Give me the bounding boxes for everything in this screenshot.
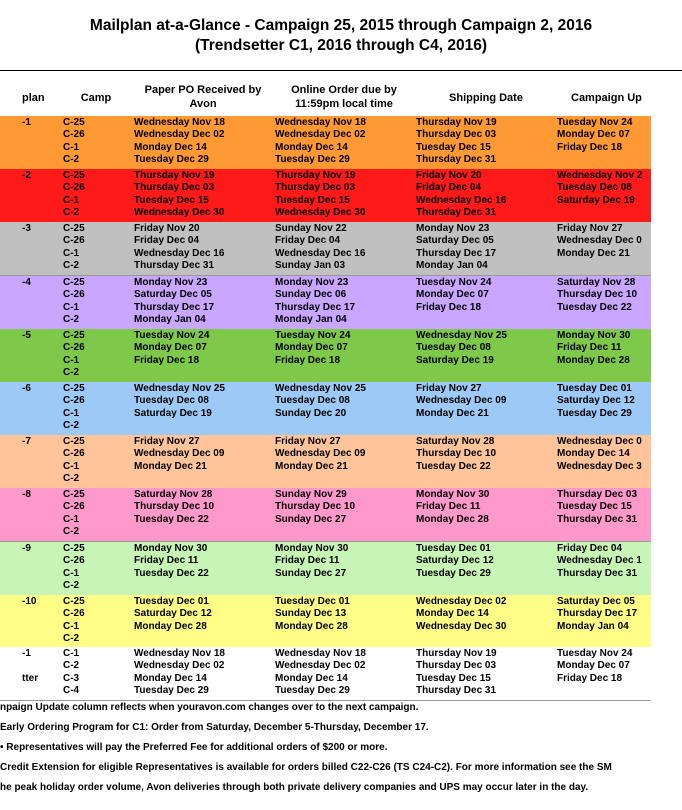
camp-cell: C-26 (63, 448, 85, 460)
camp-cell: C-25 (63, 489, 85, 500)
shipping-date-cell: Thursday Dec 17 (416, 247, 497, 259)
mailplan-label: -8 (22, 489, 31, 500)
footnote: Credit Extension for eligible Representatives is available for orders billed C22-C26 (TS C24-C2). For more information see the SM (0, 762, 612, 773)
paper-po-cell: Tuesday Dec 01 (134, 596, 209, 607)
camp-cell: C-25 (63, 330, 85, 341)
mailplan-label: -9 (22, 543, 31, 554)
paper-po-cell: Thursday Nov 19 (134, 170, 215, 181)
online-order-cell: Friday Dec 18 (275, 354, 341, 366)
mailplan-label: -10 (22, 596, 37, 607)
paper-po-cell: Monday Dec 21 (134, 460, 207, 472)
campaign-update-cell: Friday Dec 11 (557, 342, 622, 354)
paper-po-cell: Tuesday Nov 24 (134, 330, 210, 341)
paper-po-cell: Wednesday Nov 18 (134, 117, 225, 128)
camp-cell: C-26 (63, 342, 85, 354)
table-row (0, 448, 651, 460)
mailplan-group (0, 382, 651, 436)
online-order-cell: Wednesday Nov 18 (275, 648, 366, 659)
camp-cell: C-1 (63, 407, 80, 419)
paper-po-cell: Friday Dec 04 (134, 235, 200, 247)
paper-po-cell: Wednesday Dec 16 (134, 247, 225, 259)
online-order-cell: Monday Nov 30 (275, 543, 349, 554)
online-order-cell: Friday Nov 27 (275, 436, 341, 447)
table-row (0, 223, 651, 235)
online-order-cell: Monday Jan 04 (275, 314, 347, 326)
shipping-date-cell: Friday Dec 11 (416, 501, 481, 513)
campaign-update-cell: Thursday Dec 31 (557, 513, 638, 525)
campaign-update-cell: Tuesday Nov 24 (557, 117, 633, 128)
paper-po-cell: Monday Nov 23 (134, 277, 208, 288)
table-row (0, 330, 651, 342)
shipping-date-cell: Tuesday Dec 15 (416, 672, 491, 684)
camp-cell: C-25 (63, 596, 85, 607)
shipping-date-cell: Thursday Dec 03 (416, 660, 497, 672)
table-row (0, 154, 651, 166)
online-order-cell: Tuesday Nov 24 (275, 330, 351, 341)
online-order-cell: Sunday Dec 27 (275, 567, 347, 579)
shipping-date-cell: Friday Nov 27 (416, 383, 482, 394)
table-row (0, 277, 651, 289)
online-order-cell: Monday Dec 28 (275, 620, 348, 632)
header-online-order (275, 83, 413, 111)
shipping-date-cell: Thursday Nov 19 (416, 117, 497, 128)
camp-cell: C-2 (63, 207, 80, 219)
table-row (0, 568, 651, 580)
paper-po-cell: Friday Dec 18 (134, 354, 200, 366)
footnote: he peak holiday order volume, Avon deliveries through both private delivery companies and UPS may occur later in the day. (0, 782, 589, 793)
table-row (0, 195, 651, 207)
paper-po-cell: Monday Dec 14 (134, 141, 207, 153)
paper-po-cell: Thursday Dec 17 (134, 301, 215, 313)
header-paper-po-line2: Avon (189, 98, 217, 110)
header-online-line1: Online Order due by (291, 84, 397, 96)
online-order-cell: Tuesday Dec 01 (275, 596, 350, 607)
shipping-date-cell: Saturday Dec 19 (416, 354, 494, 366)
campaign-update-cell: Friday Dec 18 (557, 672, 623, 684)
paper-po-cell: Friday Dec 11 (134, 555, 199, 567)
paper-po-cell: Wednesday Dec 30 (134, 207, 225, 219)
table-row (0, 543, 651, 555)
online-order-cell: Tuesday Dec 15 (275, 194, 350, 206)
online-order-cell: Tuesday Dec 29 (275, 685, 350, 697)
paper-po-cell: Monday Dec 07 (134, 342, 207, 354)
shipping-date-cell: Monday Dec 28 (416, 513, 489, 525)
camp-cell: C-25 (63, 543, 85, 554)
campaign-update-cell: Tuesday Dec 22 (557, 301, 632, 313)
online-order-cell: Thursday Nov 19 (275, 170, 356, 181)
paper-po-cell: Thursday Dec 03 (134, 182, 215, 194)
table-row (0, 170, 651, 182)
table-row (0, 580, 651, 592)
online-order-cell: Sunday Nov 29 (275, 489, 347, 500)
campaign-update-cell: Saturday Dec 05 (557, 596, 635, 607)
camp-cell: C-2 (63, 367, 80, 379)
online-order-cell: Tuesday Dec 08 (275, 395, 350, 407)
paper-po-cell: Wednesday Dec 09 (134, 448, 225, 460)
table-row (0, 420, 651, 432)
shipping-date-cell: Wednesday Dec 30 (416, 620, 507, 632)
table-row (0, 260, 651, 272)
footnote: Early Ordering Program for C1: Order from Saturday, December 5-Thursday, December 17. (0, 722, 429, 733)
camp-cell: C-1 (63, 194, 80, 206)
table-row (0, 342, 651, 354)
table-row (0, 608, 651, 620)
shipping-date-cell: Monday Dec 21 (416, 407, 489, 419)
table-row (0, 648, 651, 660)
shipping-date-cell: Monday Nov 30 (416, 489, 490, 500)
paper-po-cell: Tuesday Dec 15 (134, 194, 209, 206)
mailplan-group (0, 435, 651, 489)
table-row (0, 408, 651, 420)
shipping-date-cell: Saturday Dec 05 (416, 235, 494, 247)
mailplan-group (0, 595, 651, 649)
campaign-update-cell: Thursday Dec 17 (557, 608, 638, 620)
online-order-cell: Monday Dec 14 (275, 141, 348, 153)
camp-cell: C-1 (63, 354, 80, 366)
shipping-date-cell: Thursday Dec 31 (416, 207, 497, 219)
shipping-date-cell: Wednesday Dec 09 (416, 395, 507, 407)
camp-cell: C-26 (63, 608, 85, 620)
page-subtitle: (Trendsetter C1, 2016 through C4, 2016) (194, 37, 487, 54)
shipping-date-cell: Thursday Dec 31 (416, 154, 497, 166)
campaign-update-cell: Wednesday Dec 1 (557, 555, 642, 567)
camp-cell: C-2 (63, 420, 80, 432)
header-paper-po-line1: Paper PO Received by (144, 84, 262, 96)
shipping-date-cell: Thursday Nov 19 (416, 648, 497, 659)
paper-po-cell: Thursday Dec 10 (134, 501, 215, 513)
shipping-date-cell: Wednesday Nov 25 (416, 330, 507, 341)
camp-cell: C-26 (63, 501, 85, 513)
campaign-update-cell: Friday Dec 18 (557, 141, 623, 153)
header-online-line2: 11:59pm local time (295, 98, 393, 110)
campaign-update-cell: Monday Nov 30 (557, 330, 631, 341)
campaign-update-cell: Tuesday Dec 01 (557, 383, 632, 394)
camp-cell: C-1 (63, 513, 80, 525)
mailplan-group (0, 222, 651, 276)
online-order-cell: Sunday Jan 03 (275, 260, 346, 272)
campaign-update-cell: Tuesday Dec 29 (557, 407, 632, 419)
campaign-update-cell: Monday Dec 07 (557, 660, 630, 672)
shipping-date-cell: Tuesday Dec 29 (416, 567, 491, 579)
camp-cell: C-2 (63, 260, 80, 272)
camp-cell: C-2 (63, 633, 80, 645)
paper-po-cell: Wednesday Dec 02 (134, 660, 225, 672)
footnote: npaign Update column reflects when youravon.com changes over to the next campaign. (0, 702, 419, 713)
table-row (0, 248, 651, 260)
campaign-update-cell: Monday Dec 07 (557, 129, 630, 141)
shipping-date-cell: Monday Dec 14 (416, 608, 489, 620)
paper-po-cell: Saturday Nov 28 (134, 489, 213, 500)
mailplan-label: -1 (22, 648, 31, 659)
campaign-update-cell: Monday Dec 21 (557, 247, 630, 259)
mailplan-group (0, 169, 651, 223)
header-camp: Camp (80, 92, 112, 104)
header-paper-po (134, 83, 272, 111)
table-row (0, 395, 651, 407)
table-row (0, 501, 651, 513)
online-order-cell: Sunday Dec 13 (275, 608, 347, 620)
table-row (0, 182, 651, 194)
online-order-cell: Wednesday Dec 02 (275, 660, 366, 672)
camp-cell: C-1 (63, 141, 80, 153)
shipping-date-cell: Wednesday Dec 16 (416, 194, 507, 206)
mailplan-label: -6 (22, 383, 31, 394)
paper-po-cell: Monday Nov 30 (134, 543, 208, 554)
campaign-update-cell: Friday Nov 27 (557, 223, 623, 234)
table-row (0, 129, 651, 141)
paper-po-cell: Tuesday Dec 22 (134, 567, 209, 579)
shipping-date-cell: Monday Dec 07 (416, 289, 489, 301)
camp-cell: C-26 (63, 555, 85, 567)
shipping-date-cell: Thursday Dec 31 (416, 685, 497, 697)
camp-cell: C-25 (63, 383, 85, 394)
table-row (0, 473, 651, 485)
paper-po-cell: Friday Nov 27 (134, 436, 200, 447)
online-order-cell: Wednesday Nov 18 (275, 117, 366, 128)
paper-po-cell: Wednesday Nov 25 (134, 383, 225, 394)
paper-po-cell: Monday Dec 28 (134, 620, 207, 632)
campaign-update-cell: Tuesday Dec 15 (557, 501, 632, 513)
online-order-cell: Wednesday Dec 16 (275, 247, 366, 259)
table-row (0, 117, 651, 129)
mailplan-label: -1 (22, 117, 31, 128)
campaign-update-cell: Wednesday Dec 0 (557, 235, 642, 247)
header-mailplan: plan (22, 92, 45, 104)
paper-po-cell: Wednesday Dec 02 (134, 129, 225, 141)
table-row (0, 207, 651, 219)
online-order-cell: Monday Dec 07 (275, 342, 348, 354)
paper-po-cell: Tuesday Dec 29 (134, 154, 209, 166)
table-row (0, 633, 651, 645)
online-order-cell: Monday Dec 21 (275, 460, 348, 472)
mailplan-group (0, 488, 651, 542)
shipping-date-cell: Saturday Dec 12 (416, 555, 494, 567)
table-row (0, 621, 651, 633)
table-row (0, 489, 651, 501)
campaign-update-cell: Wednesday Nov 2 (557, 170, 643, 181)
campaign-update-cell: Tuesday Dec 08 (557, 182, 632, 194)
paper-po-cell: Saturday Dec 12 (134, 608, 212, 620)
paper-po-cell: Monday Dec 14 (134, 672, 207, 684)
campaign-update-cell: Monday Dec 14 (557, 448, 630, 460)
paper-po-cell: Tuesday Dec 29 (134, 685, 209, 697)
online-order-cell: Thursday Dec 10 (275, 501, 356, 513)
camp-cell: C-1 (63, 301, 80, 313)
footnote: • Representatives will pay the Preferred Fee for additional orders of $200 or more. (0, 742, 388, 753)
online-order-cell: Wednesday Dec 02 (275, 129, 366, 141)
camp-cell: C-26 (63, 289, 85, 301)
paper-po-cell: Tuesday Dec 08 (134, 395, 209, 407)
mailplan-group (0, 542, 651, 596)
mailplan-label: tter (22, 672, 39, 684)
shipping-date-cell: Saturday Nov 28 (416, 436, 495, 447)
online-order-cell: Sunday Nov 22 (275, 223, 347, 234)
camp-cell: C-2 (63, 473, 80, 485)
camp-cell: C-25 (63, 277, 85, 288)
mailplan-group (0, 276, 651, 330)
camp-cell: C-25 (63, 117, 85, 128)
online-order-cell: Wednesday Dec 30 (275, 207, 366, 219)
mailplan-label: -5 (22, 330, 31, 341)
table-row (0, 235, 651, 247)
camp-cell: C-26 (63, 235, 85, 247)
camp-cell: C-1 (63, 247, 80, 259)
paper-po-cell: Friday Nov 20 (134, 223, 200, 234)
online-order-cell: Sunday Dec 27 (275, 513, 347, 525)
shipping-date-cell: Tuesday Dec 08 (416, 342, 491, 354)
camp-cell: C-1 (63, 648, 80, 659)
online-order-cell: Tuesday Dec 29 (275, 154, 350, 166)
shipping-date-cell: Monday Nov 23 (416, 223, 490, 234)
table-row (0, 660, 651, 672)
online-order-cell: Sunday Dec 06 (275, 289, 347, 301)
table-row (0, 355, 651, 367)
camp-cell: C-25 (63, 170, 85, 181)
camp-cell: C-25 (63, 436, 85, 447)
online-order-cell: Friday Dec 11 (275, 555, 340, 567)
table-row (0, 685, 651, 697)
camp-cell: C-2 (63, 154, 80, 166)
header-campaign-update: Campaign Up (571, 92, 642, 104)
shipping-date-cell: Monday Jan 04 (416, 260, 488, 272)
online-order-cell: Wednesday Dec 09 (275, 448, 366, 460)
table-row (0, 526, 651, 538)
mailplan-group (0, 329, 651, 383)
camp-cell: C-2 (63, 580, 80, 592)
camp-cell: C-1 (63, 620, 80, 632)
shipping-date-cell: Tuesday Dec 15 (416, 141, 491, 153)
camp-cell: C-25 (63, 223, 85, 234)
camp-cell: C-26 (63, 129, 85, 141)
table-row (0, 302, 651, 314)
mailplan-group (0, 647, 651, 701)
mailplan-label: -2 (22, 170, 31, 181)
online-order-cell: Thursday Dec 03 (275, 182, 356, 194)
online-order-cell: Friday Dec 04 (275, 235, 341, 247)
camp-cell: C-4 (63, 685, 80, 697)
camp-cell: C-2 (63, 526, 80, 538)
online-order-cell: Wednesday Nov 25 (275, 383, 366, 394)
table-row (0, 555, 651, 567)
shipping-date-cell: Tuesday Dec 22 (416, 460, 491, 472)
shipping-date-cell: Thursday Dec 03 (416, 129, 497, 141)
campaign-update-cell: Saturday Dec 12 (557, 395, 635, 407)
campaign-update-cell: Wednesday Dec 0 (557, 436, 642, 447)
campaign-update-cell: Friday Dec 04 (557, 543, 623, 554)
online-order-cell: Monday Dec 14 (275, 672, 348, 684)
camp-cell: C-1 (63, 460, 80, 472)
shipping-date-cell: Thursday Dec 10 (416, 448, 497, 460)
table-row (0, 383, 651, 395)
paper-po-cell: Wednesday Nov 18 (134, 648, 225, 659)
online-order-cell: Monday Nov 23 (275, 277, 349, 288)
shipping-date-cell: Wednesday Dec 02 (416, 596, 507, 607)
campaign-update-cell: Monday Jan 04 (557, 620, 629, 632)
campaign-update-cell: Monday Dec 28 (557, 354, 630, 366)
campaign-update-cell: Thursday Dec 10 (557, 289, 638, 301)
table-row (0, 673, 651, 685)
table-row (0, 596, 651, 608)
campaign-update-cell: Thursday Dec 03 (557, 489, 638, 500)
table-row (0, 142, 651, 154)
camp-cell: C-3 (63, 672, 80, 684)
shipping-date-cell: Friday Dec 04 (416, 182, 482, 194)
paper-po-cell: Thursday Dec 31 (134, 260, 215, 272)
campaign-update-cell: Tuesday Nov 24 (557, 648, 633, 659)
table-row (0, 289, 651, 301)
page-title: Mailplan at-a-Glance - Campaign 25, 2015 through Campaign 2, 2016 (89, 17, 593, 34)
shipping-date-cell: Tuesday Nov 24 (416, 277, 492, 288)
camp-cell: C-2 (63, 314, 80, 326)
paper-po-cell: Saturday Dec 05 (134, 289, 212, 301)
mailplan-label: -4 (22, 277, 31, 288)
paper-po-cell: Saturday Dec 19 (134, 407, 212, 419)
table-row (0, 461, 651, 473)
camp-cell: C-26 (63, 182, 85, 194)
mailplan-label: -3 (22, 223, 31, 234)
campaign-update-cell: Thursday Dec 31 (557, 567, 638, 579)
mailplan-group (0, 116, 651, 170)
camp-cell: C-1 (63, 567, 80, 579)
header-shipping-date: Shipping Date (449, 92, 523, 104)
paper-po-cell: Tuesday Dec 22 (134, 513, 209, 525)
table-row (0, 436, 651, 448)
mailplan-label: -7 (22, 436, 31, 447)
shipping-date-cell: Tuesday Dec 01 (416, 543, 491, 554)
shipping-date-cell: Friday Nov 20 (416, 170, 482, 181)
camp-cell: C-26 (63, 395, 85, 407)
shipping-date-cell: Friday Dec 18 (416, 301, 482, 313)
table-row (0, 367, 651, 379)
table-row (0, 514, 651, 526)
campaign-update-cell: Wednesday Dec 3 (557, 460, 642, 472)
paper-po-cell: Monday Jan 04 (134, 314, 206, 326)
camp-cell: C-2 (63, 660, 80, 672)
online-order-cell: Sunday Dec 20 (275, 407, 347, 419)
online-order-cell: Thursday Dec 17 (275, 301, 356, 313)
table-row (0, 314, 651, 326)
campaign-update-cell: Saturday Nov 28 (557, 277, 636, 288)
campaign-update-cell: Saturday Dec 19 (557, 194, 635, 206)
